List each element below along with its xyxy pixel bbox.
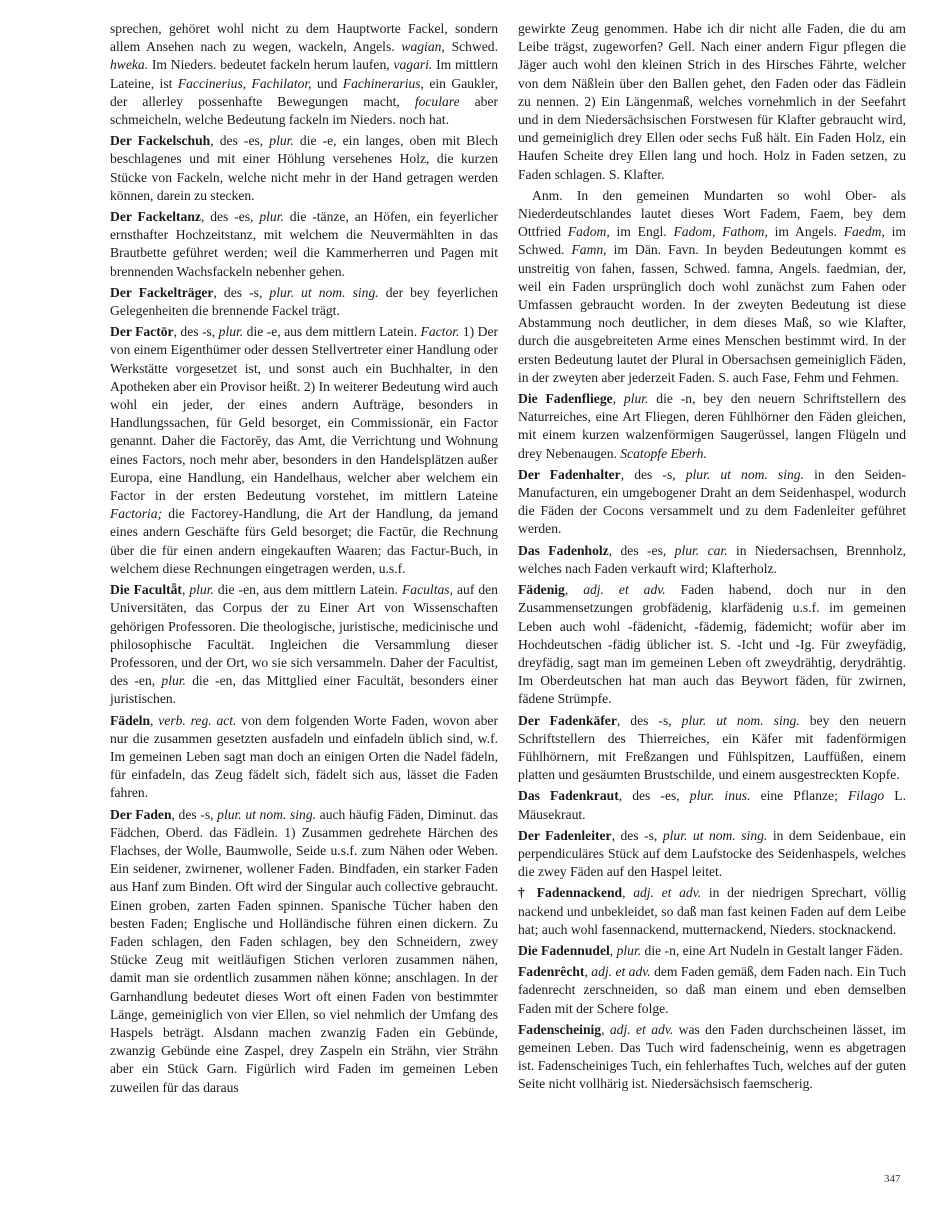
entry-text: in der niedrigen Sprechart, völlig nackend und unbekleidet, so daß man fast keinen Faden auf dem Leibe hat; auch wohl fasennackend, mutternackend, Nieders. stocknackend. <box>518 885 906 937</box>
entry-text: aber schmeicheln, welche Bedeutung fackeln im Nieders. noch hat. <box>110 93 499 128</box>
italic-term: Scatopfe Eberh. <box>620 445 707 461</box>
italic-term: Fadom, Fathom, <box>673 224 768 240</box>
entry-text: die -e, ein langes, oben mit Blech beschlagenes und mit einer Höhlung versehenes Holz, die kurzen Stücke von Fackeln, welche nicht mehr in der Hand getragen werden können, darein zu stecken. <box>110 133 498 203</box>
entry-text: von dem folgenden Worte Faden, wovon aber nur die zusammen gesetzten ausfadeln und einfadeln üblich sind, w.f. Im gemeinen Leben sagt man doch an einigen Orten die Nadel fädeln, für einfadeln, das Zeug fädelt sich, fädelt sich aus, lässet die Faden fahren. <box>110 712 498 801</box>
entry-text: im Dän. Favn. In beyden Bedeutungen kommt es unstreitig von fahen, fassen, Schwed. famna, Angels. faedmian, der, weil ein Faden ursprünglich doch wohl zunächst zum Fahen oder Umfassen gebraucht worden. In der zweyten Bedeutung ist diese Abstammung noch deutlicher, in dem dieses Maß, so wie Klafter, durch die ausgebreiteten Arme eines Menschen bestimmt wird. In der ersten Bedeutung lautet der Plural in Obersachsen gemeiniglich Fäden, in der zweyten aber jederzeit Faden. S. auch Fase, Fehm und Fehmen. <box>518 242 906 385</box>
dictionary-entry <box>110 20 498 129</box>
entry-text: 1) Der von einem Eigenthümer oder dessen Stellvertreter einer Handlung oder Werkstätte vorgesetzet ist, und sonst auch ein Buchhalter, in den Apotheken aber ein Provisor heißt. 2) In weiterer Bedeutung wird auch wohl ein jeder, der eines andern Aufträge, besonders in Handlungssachen, für Geld besorget, ein Commissionär, ein Factor genannt. Daher die Factorēy, das Amt, die Verrichtung und Wohnung eines Factors, noch mehr aber, besonders in den Handelsplätzen außer Europa, eine Handlung, ein Handelhaus, welcher aber welchem ein Factor in der ersten Bedeutung vorstehet, im mittlern Lateine <box>110 324 499 504</box>
entry-text: ein Gaukler, der allerley possenhafte Bewegungen macht, <box>110 75 499 109</box>
italic-term: verb. reg. act. <box>158 712 237 728</box>
entry-text: gewirkte Zeug genommen. Habe ich dir nicht alle Faden, die du am Leibe trägst, zugeworfen? Gell. Nach einer andern Figur pflegen die Jäger auch wohl den kleinen Strich in des Hirsches Fährte, welcher von dem Näßlein über den Ballen gehet, den Faden oder das Fädlein zu nennen. 2) Ein Längenmaß, welches vornehmlich in der Seefahrt und in dem Niedersächsischen Forstwesen für Klafter gebraucht wird, und gemeiniglich drey Ellen oder sechs Fuß hält. Ein Faden Holz, ein Haufen Scheite drey Ellen lang und hoch. Holz in Faden setzen, zu Faden schlagen. S. Klafter. <box>518 21 906 182</box>
entry-text: in Niedersachsen, Brennholz, welches nach Faden verkauft wird; Klafterholz. <box>518 542 906 576</box>
italic-term: plur. ut nom. sing. <box>217 806 317 822</box>
dictionary-entry <box>518 712 906 785</box>
dictionary-entry <box>518 1021 906 1094</box>
dictionary-entry <box>518 466 906 539</box>
entry-text: was den Faden durchscheinen lässet, im gemeinen Leben. Das Tuch wird fadenscheinig, wenn es abgetragen ist. Fadenscheiniges Tuch, ein fehlerhaftes Tuch, welches auf der guten Seite nicht vollhärig ist. Niedersächsisch faemscherig. <box>518 1021 906 1092</box>
entry-text: Schwed. <box>444 39 499 55</box>
italic-term: plur. <box>161 673 186 689</box>
entry-text: die -e, aus dem mittlern Latein. <box>243 324 421 340</box>
dictionary-entry <box>518 963 906 1018</box>
italic-term: Facultas, <box>402 582 453 598</box>
entry-text: die -n, bey den neuern Schriftstellern des Naturreiches, eine Art Fliegen, deren Fühlhörner den Fäden gleichen, mit einem kurzen walzenförmigen Saugerüssel, langen Flügeln und drey Nebenaugen. <box>518 391 906 461</box>
dictionary-entry <box>110 284 498 320</box>
italic-term: plur. ut nom. sing. <box>662 827 768 843</box>
entry-text: , des -s, <box>173 324 219 340</box>
italic-term: Factoria; <box>110 506 163 522</box>
italic-term: Fachinerarius, <box>342 75 424 91</box>
dictionary-entry <box>110 806 498 1097</box>
dictionary-entry <box>110 208 498 281</box>
italic-term: plur. ut nom. sing. <box>685 466 804 482</box>
entry-headword: Die Fadennudel <box>518 942 610 958</box>
entry-text: im Angels. <box>767 224 844 240</box>
italic-term: Factor. <box>420 324 460 340</box>
entry-headword: Der Fadenhalter <box>518 466 621 482</box>
dictionary-entry <box>518 542 906 578</box>
italic-term: plur. car. <box>674 542 728 558</box>
entry-text: Im Nieders. bedeutet fackeln herum laufen, <box>148 57 394 73</box>
entry-headword: Der Fadenleiter <box>518 827 612 843</box>
entry-text: , des -s, <box>611 827 663 843</box>
dictionary-entry <box>518 884 906 939</box>
entry-text: , des -es, <box>210 133 270 149</box>
entry-headword: Die Fadenfliege <box>518 391 613 407</box>
italic-term: hweka. <box>110 57 149 73</box>
entry-text: , <box>564 582 584 598</box>
entry-text: in dem Seidenbaue, ein perpendiculäres Stück auf dem Laufstocke des Seidenhaspels, welches die zwey Fäden auf den Haspel leitet. <box>518 827 906 880</box>
italic-term: wagian, <box>401 39 445 55</box>
dictionary-entry <box>110 132 498 205</box>
entry-headword: Die Facultǟt <box>110 582 182 598</box>
entry-headword: † Fadennackend <box>518 885 623 901</box>
italic-term: vagari. <box>393 57 433 73</box>
entry-text: L. Mäusekraut. <box>518 788 906 822</box>
entry-text: der bey feyerlichen Gelegenheiten die brennende Fackel trägt. <box>110 284 499 319</box>
entry-text: auf den Universitäten, das Corpus der zu Einer Art von Wissenschaften gehörigen Professoren. Die theologische, juristische, medicinische und philosophische Facultät. Ingleichen die Versammlung dieser Professoren, und der Ort, wo sie sich versammeln. Daher der Facultist, des -en, <box>110 582 498 689</box>
italic-term: adj. et adv. <box>633 885 702 901</box>
entry-text: Im mittlern Lateine, ist <box>110 57 499 91</box>
entry-text: die -en, aus dem mittlern Latein. <box>213 582 402 598</box>
italic-term: adj. et adv. <box>583 582 666 598</box>
entry-headword: Der Fackelträger <box>110 284 214 300</box>
entry-text: , <box>181 582 190 598</box>
italic-term: plur. ut nom. sing. <box>681 712 800 728</box>
entry-text: , des -s, <box>213 284 270 300</box>
entry-text: Faden habend, doch nur in den Zusammensetzungen grobfädenig, klarfädenig u.s.f. im gemeinen Leben auch wohl -fädenicht, -fädemig, fädemicht; wofür aber im Hochdeutschen -fädig üblicher ist. S. -Icht und -Ig. Für zweyfädig, dreyfädig, sagt man im gemeinen Leben oft zweydrähtig, derydrähtig. Im Oberdeutschen hat man auch das Beywort fäden, für zwirnen, fädene Strümpfe. <box>518 582 907 707</box>
entry-text: , des -es, <box>200 209 260 225</box>
page-number: 347 <box>884 1173 901 1185</box>
entry-text: , <box>609 942 617 958</box>
italic-term: foculare <box>414 93 460 109</box>
entry-text: die -tänze, an Höfen, ein feyerlicher ernsthafter Hochzeitstanz, mit welchem die Neuvermählten in das Brautbette geführet werden; weil die Kammerherren und Pagen mit brennenden Wachsfackeln nebenher gehen. <box>110 209 498 279</box>
entry-text: im Engl. <box>609 224 674 240</box>
entry-text: und <box>311 75 343 91</box>
italic-term: Fadom, <box>567 224 610 240</box>
dictionary-entry <box>518 581 906 708</box>
entry-headword: Fädeln <box>110 712 151 728</box>
entry-text: , <box>150 712 159 728</box>
entry-headword: Fadenscheinig <box>518 1021 602 1037</box>
entry-text: , des -s, <box>616 712 682 728</box>
entry-headword: Fädenig <box>518 582 565 598</box>
italic-term: Filago <box>847 788 885 804</box>
entry-text: im Schwed. <box>518 224 906 258</box>
entry-text: , des -s, <box>171 806 218 822</box>
entry-headword: Der Fackelschuh <box>110 133 211 149</box>
italic-term: plur. <box>218 324 244 340</box>
entry-text: eine Pflanze; <box>750 788 848 804</box>
entry-text: , <box>612 391 624 407</box>
entry-headword: Der Fackeltanz <box>110 209 201 225</box>
annotation-paragraph <box>518 187 906 387</box>
entry-text: , des -es, <box>608 542 675 558</box>
entry-headword: Das Fadenholz <box>518 542 609 558</box>
dictionary-entry <box>110 712 498 803</box>
italic-term: plur. <box>269 133 294 149</box>
dictionary-entry <box>110 323 498 578</box>
dictionary-entry <box>518 390 906 463</box>
italic-term: plur. inus. <box>689 788 751 804</box>
dictionary-entry <box>518 20 906 184</box>
italic-term: Faccinerius, Fachilator, <box>177 75 312 91</box>
entry-text: , <box>601 1021 610 1037</box>
italic-term: plur. <box>259 209 284 225</box>
entry-headword: Fadenrêcht <box>518 964 585 980</box>
entry-text: , <box>584 964 592 980</box>
italic-term: adj. et adv. <box>609 1021 674 1037</box>
entry-text: die Factorey-Handlung, die Art der Handlung, da jemand eines andern Geschäfte fürs Geld besorget; die Factūr, die Rechnung über die für einen andern eingekauften Waaren; das Factur-Buch, in welchem diese Rechnungen eingetragen werden, u.s.f. <box>110 506 498 576</box>
entry-headword: Das Fadenkraut <box>518 788 619 804</box>
entry-headword: Der Fadenkäfer <box>518 712 617 728</box>
dictionary-entry <box>518 787 906 823</box>
entry-text: bey den neuern Schriftstellern des Thierreiches, ein Käfer mit fadenförmigen Fühlhörnern, mit Freßzangen und Fühlspitzen, Lauffüßen, einem platten und gesäumten Brustschilde, und einem ausgestreckten Kopfe. <box>518 712 907 783</box>
entry-text: die -en, das Mittglied einer Facultät, besonders einer juristischen. <box>110 673 498 707</box>
italic-term: plur. <box>623 391 649 407</box>
right-column <box>518 20 906 1097</box>
left-column <box>110 20 498 1100</box>
entry-text: in den Seiden-Manufacturen, ein umgebogener Draht an dem Seidenhaspel, wodurch die Fäden der Cocons versammelt und zu dem Fadenleiter geführet werden. <box>518 466 906 537</box>
entry-text: , <box>622 885 634 901</box>
italic-term: adj. et adv. <box>591 964 651 980</box>
entry-text: die -n, eine Art Nudeln in Gestalt langer Fäden. <box>641 942 903 958</box>
dictionary-entry <box>518 827 906 882</box>
italic-term: Faedm, <box>843 224 885 240</box>
italic-term: Famn, <box>571 242 607 258</box>
entry-headword: Der Factōr <box>110 324 174 340</box>
entry-text: auch häufig Fäden, Diminut. das Fädchen, Oberd. das Fädlein. 1) Zusammen gedrehete Härchen des Flachses, der Wolle, Baumwolle, Seide u.s.f. zum Nähen oder Weben. Ein seidener, zwirnener, wollener Faden. Bindfaden, ein starker Faden aus Hanf zum Binden. Oft wird der Singular auch collective gebraucht. Einen groben, zarten Faden spinnen. Spanische Tücher haben den besten Faden; Englische und Holländische führen einen dickern. Zu Faden schlagen, den Faden schlagen, bey den Schneidern, zwey Stücke Zeug mit weitläufigen Stichen verloren zusammen nähen, damit man sie ordentlich zusammen nähen könne; anschlagen. In der Garnhandlung bedeutet dieses Wort oft einen Faden von bestimmter Länge, gemeiniglich von vier Ellen, so viel nehmlich der Umfang des Haspels beträgt. Alsdann machen zwanzig Faden ein Gebünde, zwanzig Gebünde eine Zaspel, drey Zaspeln ein Strähn, vier Strähn aber ein Stück Garn. Figürlich wird Faden im gemeinen Leben zuweilen für das daraus <box>110 806 498 1095</box>
italic-term: plur. ut nom. sing. <box>269 284 379 300</box>
entry-text: , des -es, <box>618 788 690 804</box>
italic-term: plur. <box>189 582 214 598</box>
entry-text: sprechen, gehöret wohl nicht zu dem Hauptworte Fackel, sondern allem Ansehen nach zu wegen, wackeln, Angels. <box>110 21 498 55</box>
italic-term: plur. <box>616 942 642 958</box>
entry-text: , des -s, <box>620 466 686 482</box>
entry-text: Anm. In den gemeinen Mundarten so wohl Ober- als Niederdeutschlandes lautet dieses Wort Fadem, Faem, bey dem Ottfried <box>518 187 906 240</box>
entry-headword: Der Faden <box>110 806 172 822</box>
dictionary-entry <box>518 942 906 960</box>
entry-text: dem Faden gemäß, dem Faden nach. Ein Tuch fadenrecht zerschneiden, so daß man einem und eben demselben Faden mit der Schere folge. <box>518 964 906 1016</box>
dictionary-entry <box>110 581 498 708</box>
